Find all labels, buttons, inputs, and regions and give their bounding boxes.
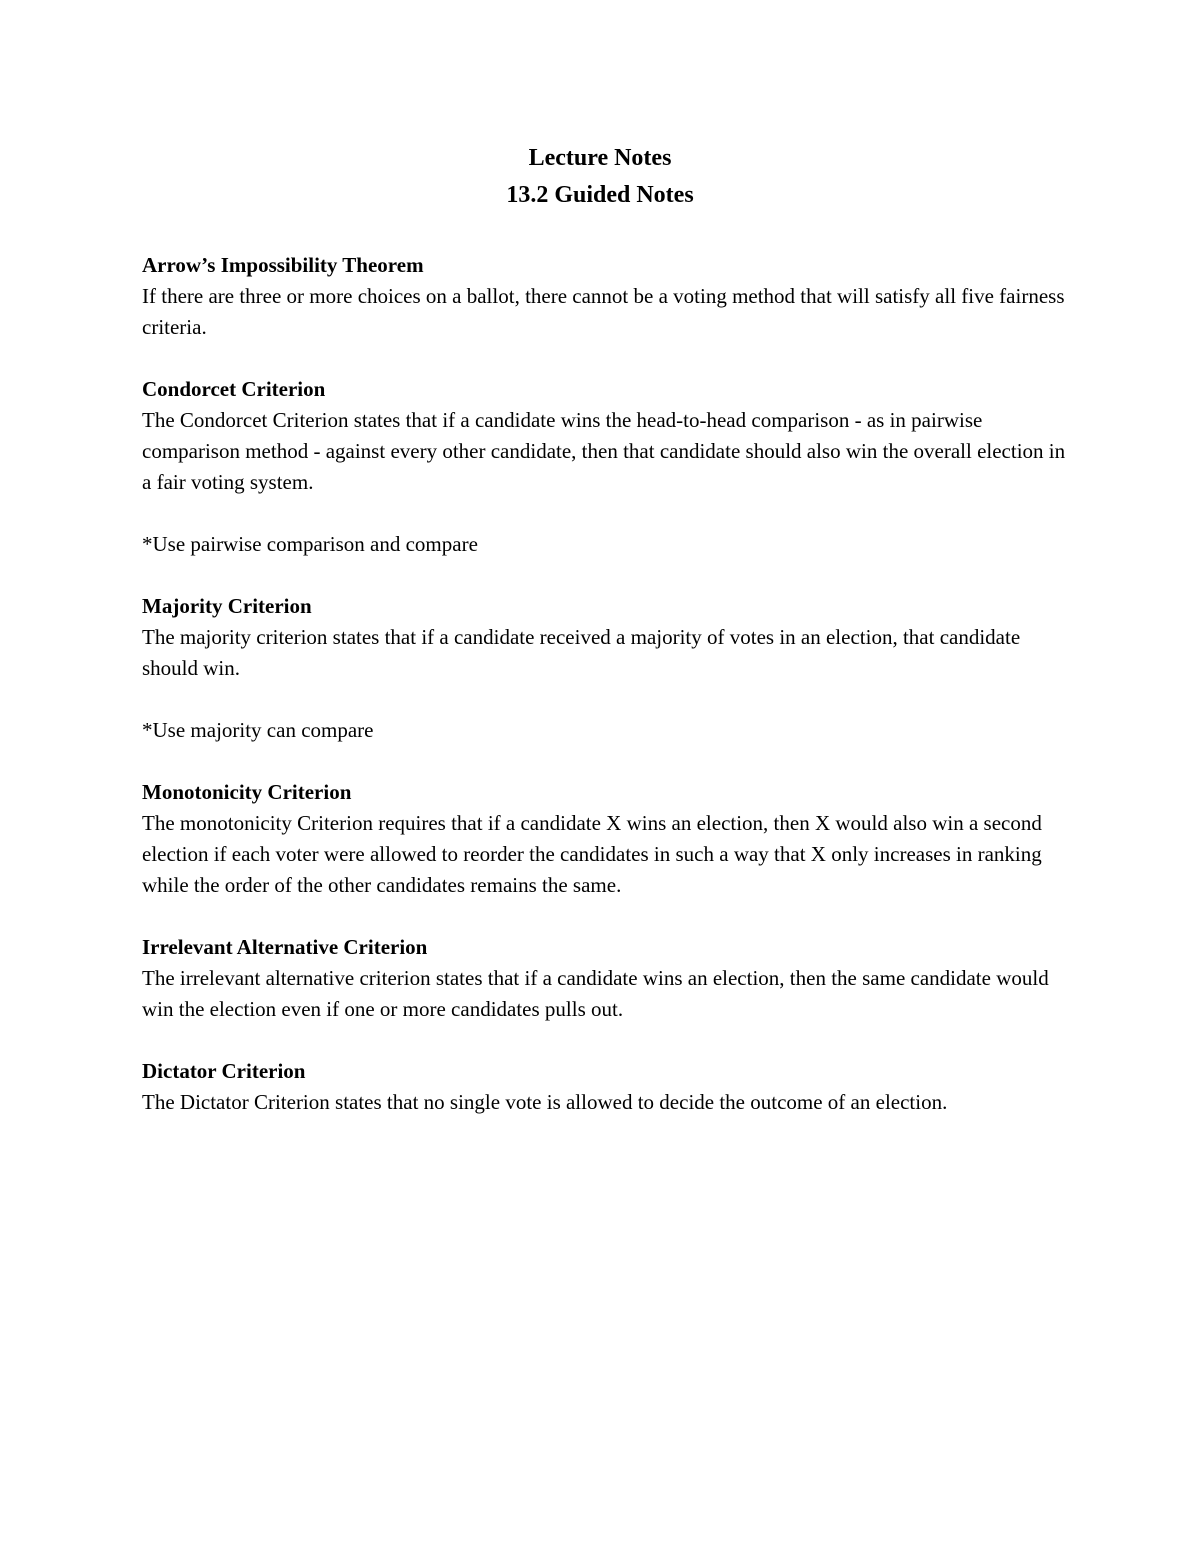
section-heading: Arrow’s Impossibility Theorem	[142, 253, 424, 277]
section-note: *Use majority can compare	[142, 718, 374, 742]
section-text: If there are three or more choices on a ballot, there cannot be a voting method that will satisfy all five fairness criteria.	[142, 284, 1065, 339]
section-majority-criterion	[142, 591, 1072, 684]
document-content	[142, 250, 1072, 1149]
section-heading: Dictator Criterion	[142, 1059, 306, 1083]
document-header	[0, 140, 1200, 214]
section-text: The Condorcet Criterion states that if a candidate wins the head-to-head comparison - as in pairwise comparison method - against every other candidate, then that candidate should also win the overall election in a fair voting system.	[142, 408, 1066, 494]
section-arrows-theorem	[142, 250, 1072, 343]
section-heading: Monotonicity Criterion	[142, 780, 352, 804]
section-heading: Condorcet Criterion	[142, 377, 326, 401]
document-title: Lecture Notes	[528, 145, 672, 171]
section-note: *Use pairwise comparison and compare	[142, 532, 478, 556]
section-text: The irrelevant alternative criterion states that if a candidate wins an election, then the same candidate would win the election even if one or more candidates pulls out.	[142, 966, 1049, 1021]
section-text: The Dictator Criterion states that no single vote is allowed to decide the outcome of an election.	[142, 1090, 948, 1114]
section-monotonicity-criterion	[142, 777, 1072, 901]
section-irrelevant-alternative-criterion	[142, 932, 1072, 1025]
section-heading: Majority Criterion	[142, 594, 312, 618]
section-heading: Irrelevant Alternative Criterion	[142, 935, 428, 959]
section-dictator-criterion	[142, 1056, 1072, 1118]
section-condorcet-criterion	[142, 374, 1072, 498]
document-subtitle: 13.2 Guided Notes	[506, 182, 694, 208]
section-text: The majority criterion states that if a candidate received a majority of votes in an election, that candidate should win.	[142, 625, 1021, 680]
section-text: The monotonicity Criterion requires that if a candidate X wins an election, then X would also win a second election if each voter were allowed to reorder the candidates in such a way that X only increases in ranking while the order of the other candidates remains the same.	[142, 811, 1042, 897]
